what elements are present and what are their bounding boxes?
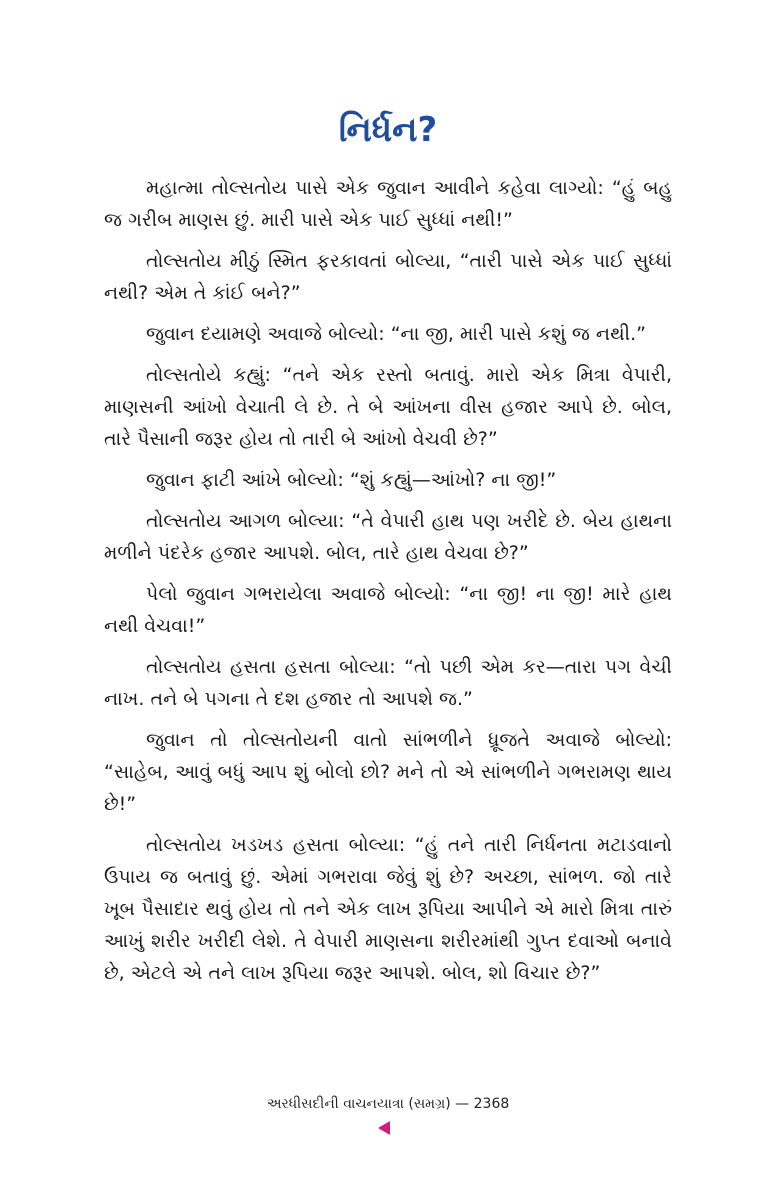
paragraph: તોલ્સતોય ખડખડ હસતા બોલ્યા: “હું તને તારી નિર્ધનતા મટાડવાનો ઉપાય જ બતાવું છું. એમાં ગભરાવા જેવું શું છે? અચ્છા, સાંભળ. જો તારે ખૂબ પૈસાદાર થવું હોય તો તને એક લાખ રૂપિયા આપીને એ મારો મિત્રા તારું આખું શરીર ખરીદી લેશે. તે વેપારી માણસના શરીરમાંથી ગુપ્ત દવાઓ બનાવે છે, એટલે એ તને લાખ રૂપિયા જરૂર આપશે. બોલ, શો વિચાર છે?” — [104, 834, 672, 984]
paragraph: જુવાન ફાટી આંખે બોલ્યો: “શું કહ્યું—આંખો? ના જી!” — [146, 469, 557, 491]
paragraph: તોલ્સતોયે કહ્યું: “તને એક રસ્તો બતાવું. મારો એક મિત્રા વેપારી, માણસની આંખો વેચાતી લે છે. તે બે આંખના વીસ હજાર આપે છે. બોલ, તારે પૈસાની જરૂર હોય તો તારી બે આંખો વેચવી છે?” — [104, 364, 672, 450]
paragraph: મહાત્મા તોલ્સતોય પાસે એક જુવાન આવીને કહેવા લાગ્યો: “હું બહુ જ ગરીબ માણસ છું. મારી પાસે એક પાઈ સુધ્ધાં નથી!” — [104, 177, 672, 231]
previous-page-arrow-icon[interactable] — [378, 1121, 390, 1135]
page-title: નિર્ધન? — [338, 110, 438, 150]
paragraph: તોલ્સતોય હસતા હસતા બોલ્યા: “તો પછી એમ કર—તારા પગ વેચી નાખ. તને બે પગના તે દશ હજાર તો આપશે જ.” — [104, 656, 672, 710]
paragraph: જુવાન દયામણે અવાજે બોલ્યો: “ના જી, મારી પાસે કશું જ નથી.” — [146, 323, 646, 345]
page-footer: અરધીસદીની વાચનયાત્રા (સમગ્ર) — 2368 — [266, 1096, 510, 1112]
paragraph: જુવાન તો તોલ્સતોયની વાતો સાંભળીને ધ્રૂજતે અવાજે બોલ્યો: “સાહેબ, આવું બધું આપ શું બોલો છો? મને તો એ સાંભળીને ગભરામણ થાય છે!” — [104, 729, 672, 815]
paragraph: તોલ્સતોય મીઠું સ્મિત ફરકાવતાં બોલ્યા, “તારી પાસે એક પાઈ સુધ્ધાં નથી? એમ તે કાંઈ બને?” — [104, 250, 672, 304]
story-body — [104, 172, 672, 998]
paragraph: પેલો જુવાન ગભરાયેલા અવાજે બોલ્યો: “ના જી! ના જી! મારે હાથ નથી વેચવા!” — [104, 583, 672, 637]
paragraph: તોલ્સતોય આગળ બોલ્યા: “તે વેપારી હાથ પણ ખરીદે છે. બેય હાથના મળીને પંદરેક હજાર આપશે. બોલ, તારે હાથ વેચવા છે?” — [104, 510, 672, 564]
